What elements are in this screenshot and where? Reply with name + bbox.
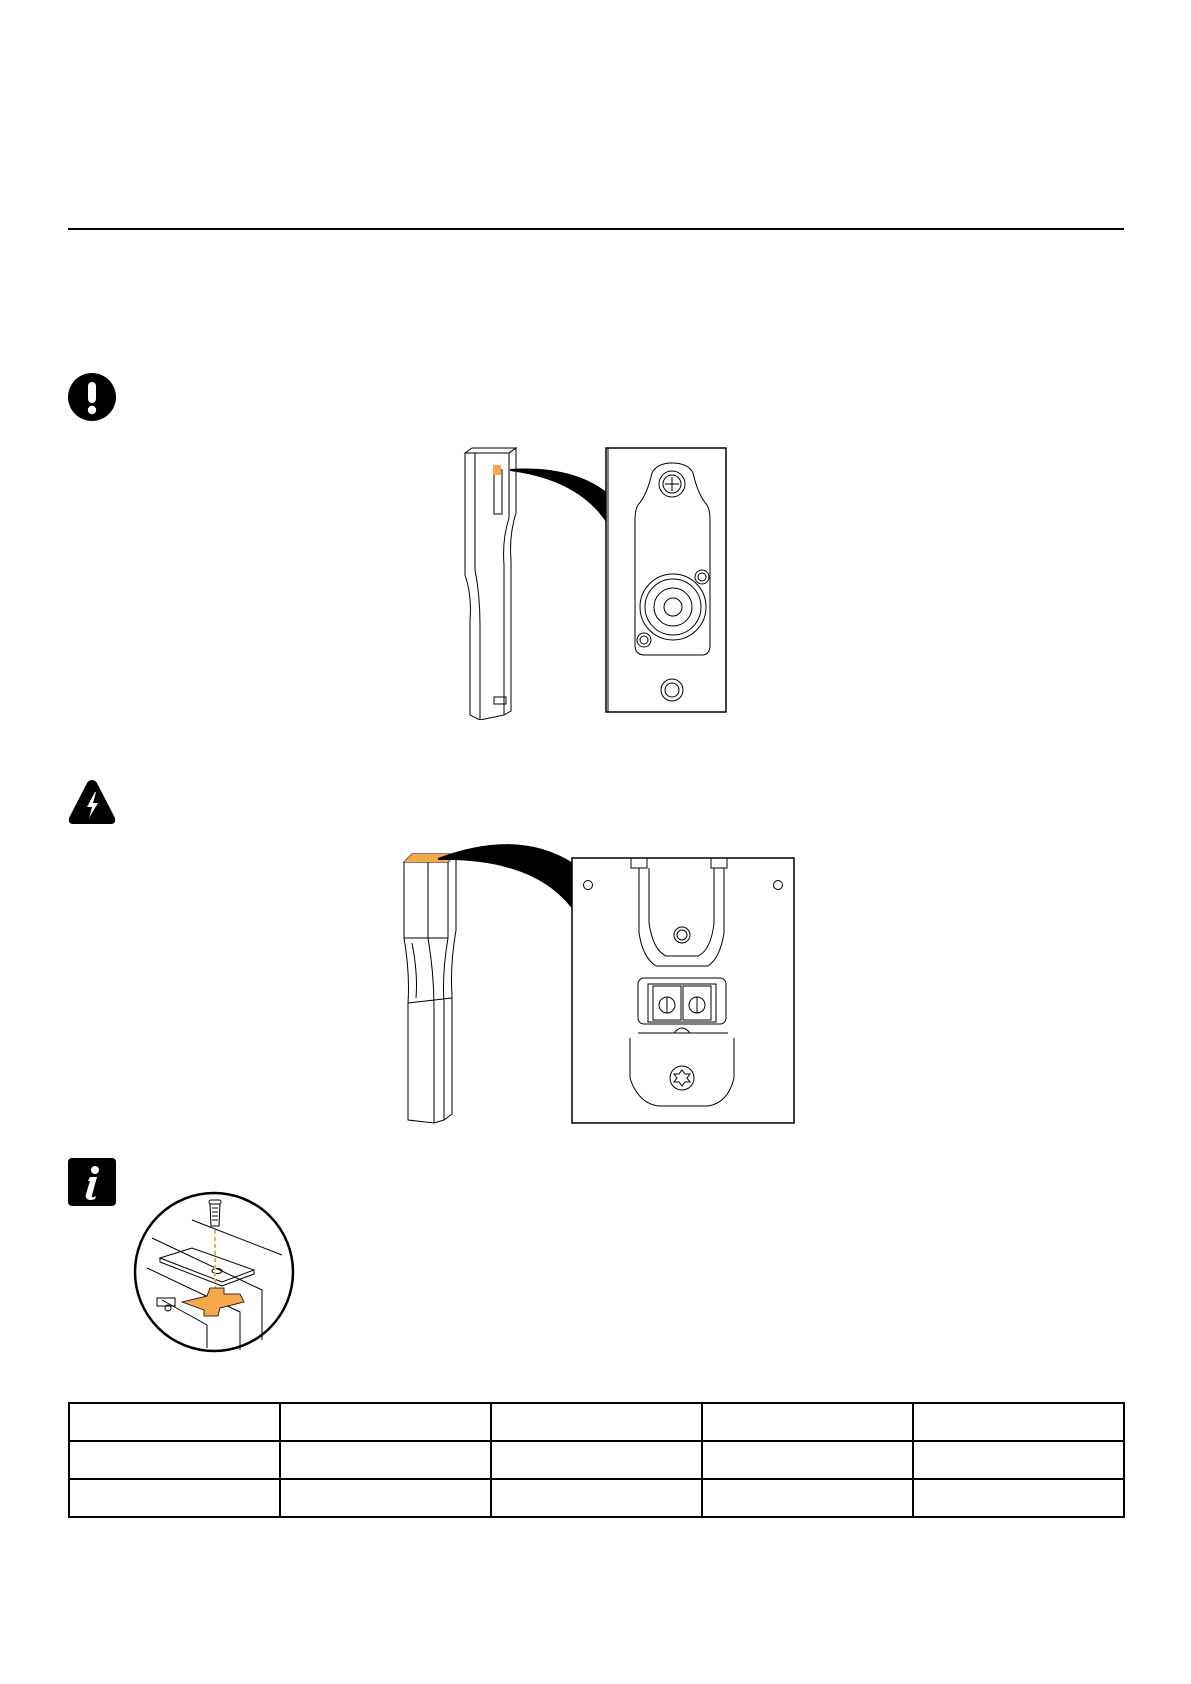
table-cell — [280, 1441, 491, 1479]
header-rule — [68, 228, 1124, 230]
table-cell — [702, 1479, 913, 1517]
speaker-column-terminal-figure — [398, 838, 798, 1138]
speaker-column-connector-figure — [450, 445, 740, 720]
table-cell — [69, 1479, 280, 1517]
spec-table — [68, 1402, 1125, 1518]
table-cell — [491, 1403, 702, 1441]
connector-highlight — [493, 465, 501, 475]
table-cell — [280, 1479, 491, 1517]
table-cell — [913, 1403, 1124, 1441]
table-cell — [702, 1403, 913, 1441]
table-cell — [913, 1479, 1124, 1517]
table-cell — [491, 1441, 702, 1479]
info-icon — [68, 1158, 116, 1206]
table-cell — [491, 1479, 702, 1517]
table-cell — [702, 1441, 913, 1479]
table-cell — [280, 1403, 491, 1441]
table-row — [69, 1403, 1124, 1441]
bracket-assembly-detail-figure — [132, 1190, 297, 1355]
table-row — [69, 1441, 1124, 1479]
high-voltage-warning-icon — [68, 778, 116, 826]
table-row — [69, 1479, 1124, 1517]
table-cell — [69, 1441, 280, 1479]
exclamation-circle-icon — [68, 373, 116, 421]
table-cell — [69, 1403, 280, 1441]
table-cell — [913, 1441, 1124, 1479]
